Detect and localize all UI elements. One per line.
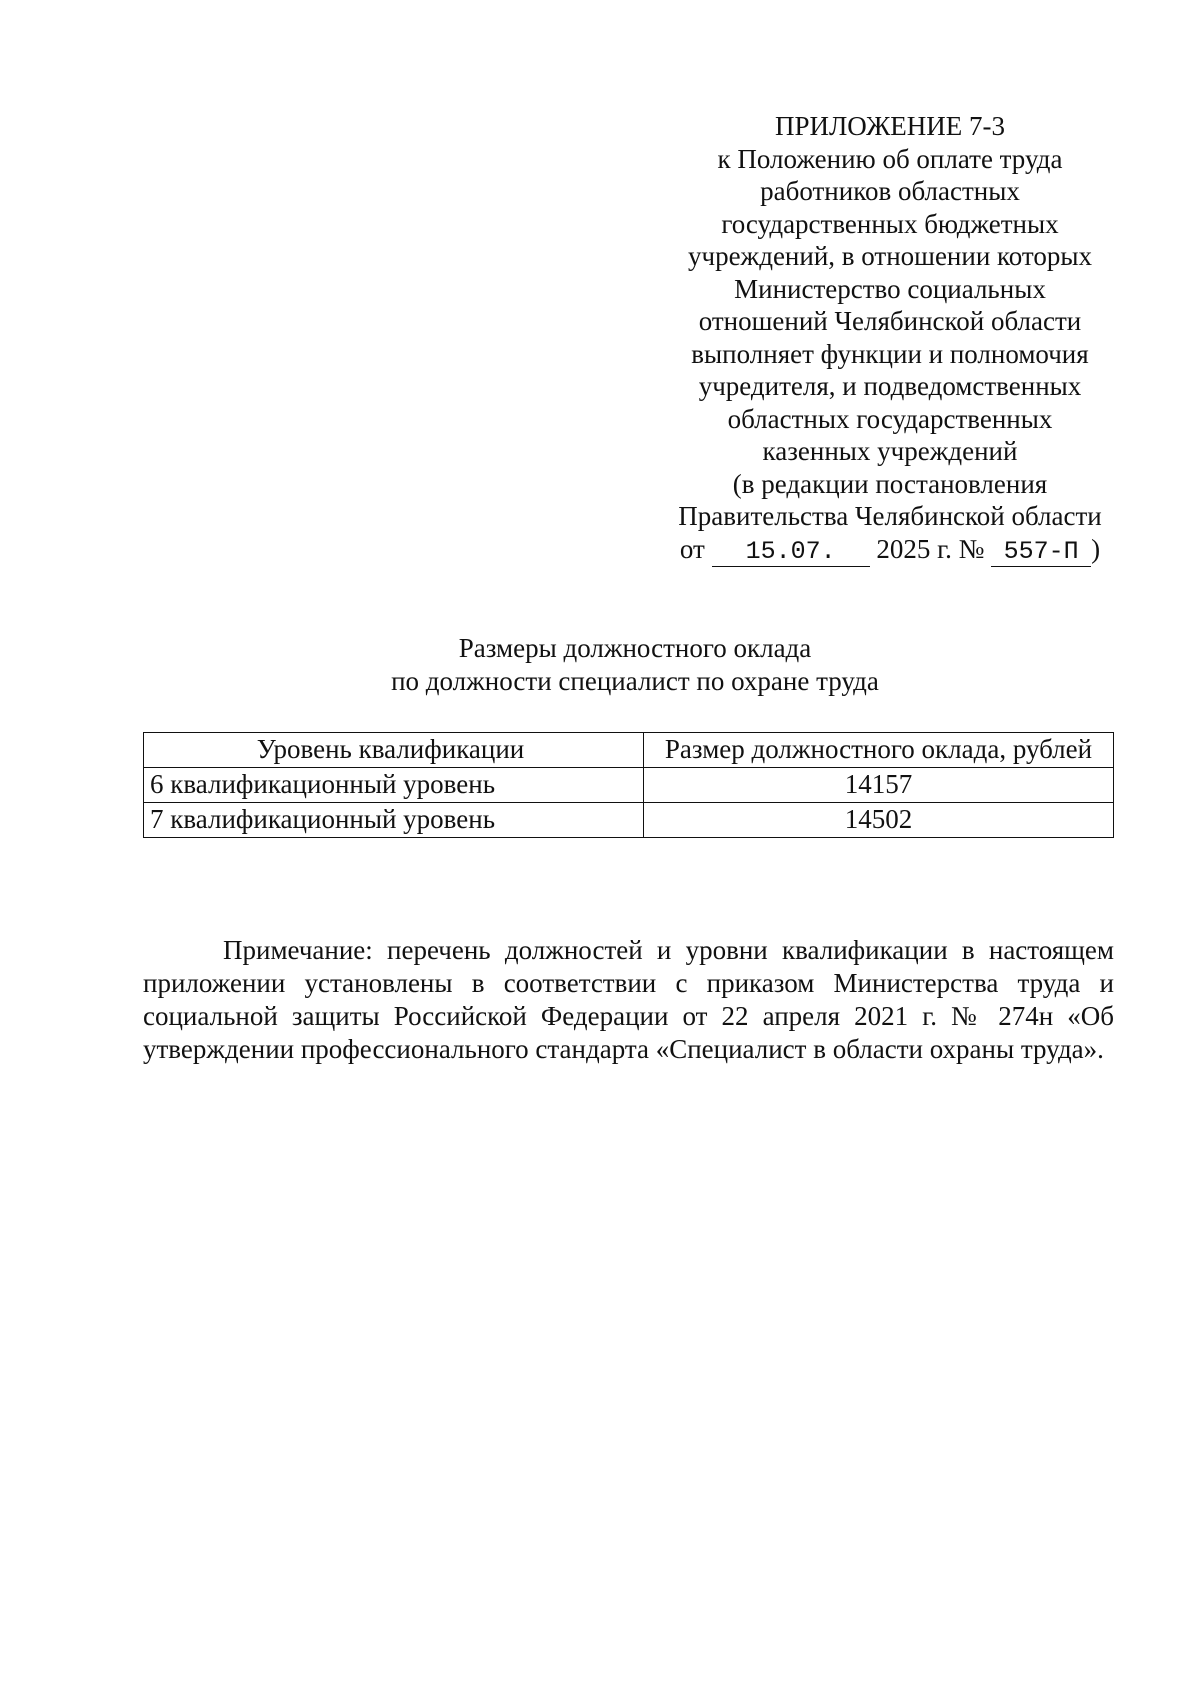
appendix-line: (в редакции постановления [732,468,1048,499]
appendix-line: работников областных [760,176,1020,206]
appendix-line: государственных бюджетных [721,208,1059,239]
resolution-date-line [655,533,1125,567]
appendix-line: к Положению об оплате труда [717,143,1063,174]
resolution-number: 557-П [991,538,1091,567]
appendix-heading: ПРИЛОЖЕНИЕ 7-3 [774,111,1006,141]
title-line-2: по должности специалист по охране труда [391,666,879,696]
appendix-line: областных государственных [727,403,1053,434]
appendix-line: отношений Челябинской области [698,306,1082,336]
document-title [300,632,970,698]
appendix-line: учреждений, в отношении которых [687,241,1093,271]
column-header-salary: Размер должностного оклада, рублей [644,733,1114,768]
cell-level: 7 квалификационный уровень [144,803,644,838]
appendix-line: учредителя, и подведомственных [698,371,1082,401]
cell-salary: 14157 [644,768,1114,803]
appendix-line: выполняет функции и полномочия [691,338,1089,369]
date-prefix: от [679,533,705,564]
column-header-level: Уровень квалификации [144,733,644,768]
resolution-date: 15.07. [712,538,870,567]
table-header-row [144,733,1114,768]
table-row [144,803,1114,838]
year-text: 2025 г. № [876,533,985,564]
salary-table [143,732,1114,838]
closing-paren: ) [1091,533,1101,564]
appendix-line: Министерство социальных [734,273,1046,304]
table-row [144,768,1114,803]
cell-salary: 14502 [644,803,1114,838]
cell-level: 6 квалификационный уровень [144,768,644,803]
appendix-line: казенных учреждений [762,436,1018,466]
title-line-1: Размеры должностного оклада [458,633,812,663]
note-paragraph: Примечание: перечень должностей и уровни квалификации в настоящем приложении установлены в соответствии с приказом Министерства труда и социальной защиты Российской Федерации от 22 апреля 2021 г. № 274н «Об утверждении профессионального стандарта «Специалист в области охраны труда». [143,935,1114,1064]
appendix-header [655,110,1125,567]
appendix-line: Правительства Челябинской области [678,501,1102,531]
